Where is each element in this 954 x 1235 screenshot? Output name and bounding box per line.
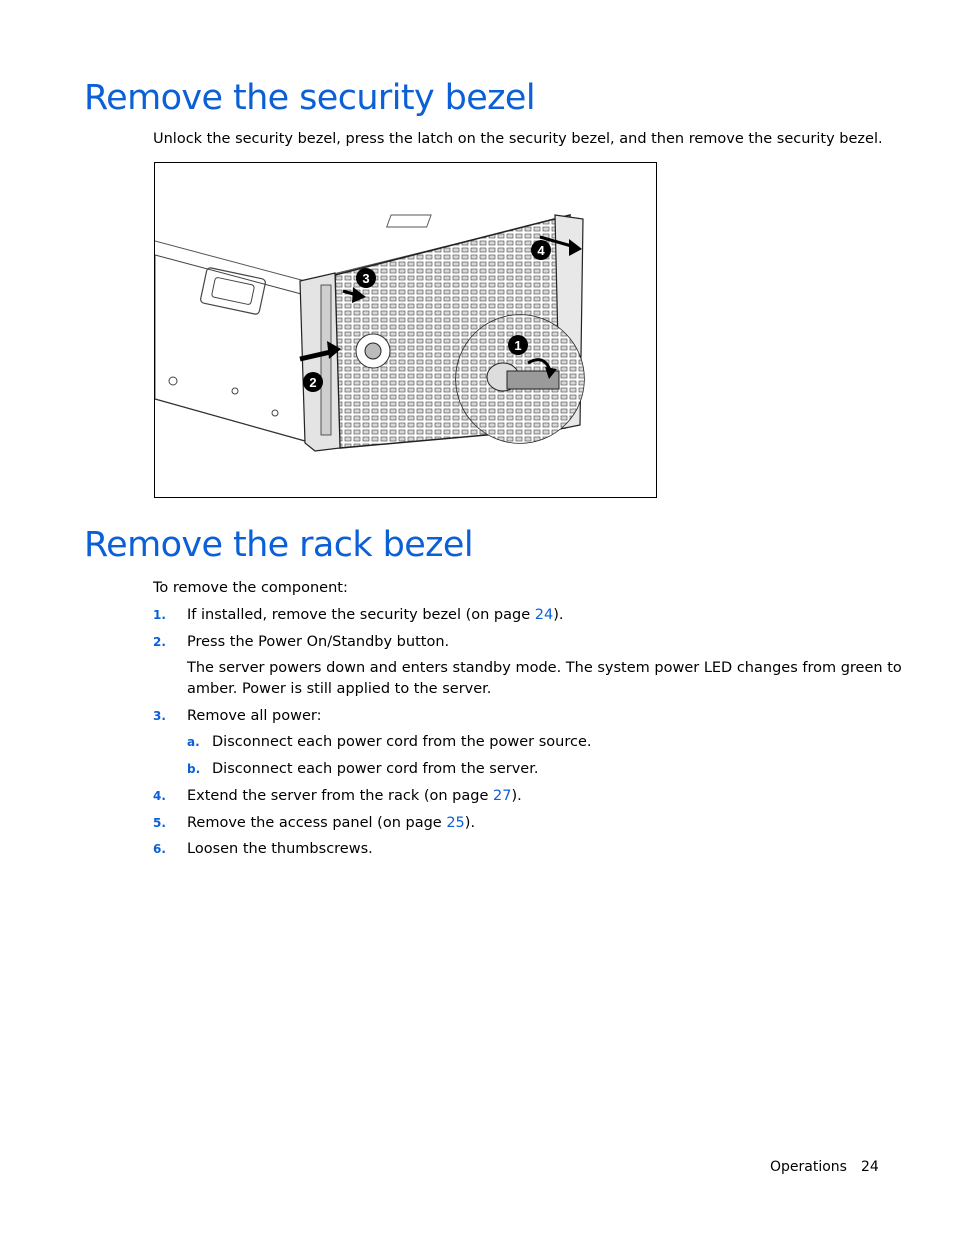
page-27-link[interactable]: 27 bbox=[493, 788, 512, 804]
rack-bezel-intro: To remove the component: bbox=[153, 580, 348, 596]
step-text: Remove the access panel (on page 25). bbox=[187, 815, 476, 831]
server-bezel-drawing bbox=[155, 163, 657, 498]
page-footer bbox=[770, 1159, 879, 1175]
section-heading-security-bezel: Remove the security bezel bbox=[84, 78, 535, 118]
callout-3 bbox=[356, 268, 376, 288]
security-bezel-illustration bbox=[154, 162, 657, 498]
callout-4 bbox=[531, 240, 551, 260]
step-number: 5. bbox=[153, 816, 166, 830]
page-25-link[interactable]: 25 bbox=[446, 815, 465, 831]
substep-letter: a. bbox=[187, 735, 200, 749]
substep-letter: b. bbox=[187, 762, 201, 776]
page-24-link[interactable]: 24 bbox=[534, 607, 554, 623]
substep-text: Disconnect each power cord from the server. bbox=[212, 761, 539, 777]
step-number: 1. bbox=[153, 608, 166, 622]
step-number: 6. bbox=[153, 842, 166, 856]
note-line: amber. Power is still applied to the server. bbox=[187, 681, 492, 697]
step-text: Remove all power: bbox=[187, 708, 322, 724]
step-text: If installed, remove the security bezel (on page 24). bbox=[187, 607, 564, 623]
step-text: Loosen the thumbscrews. bbox=[187, 841, 373, 857]
callout-4-label: 4 bbox=[537, 243, 545, 258]
substep-text: Disconnect each power cord from the power source. bbox=[212, 734, 592, 750]
step-number: 3. bbox=[153, 709, 166, 723]
callout-3-label: 3 bbox=[362, 271, 370, 286]
section-heading-rack-bezel: Remove the rack bezel bbox=[84, 525, 473, 565]
security-bezel-instructions: Unlock the security bezel, press the latch on the security bezel, and then remove the security bezel. bbox=[153, 131, 883, 147]
step-text: Press the Power On/Standby button. bbox=[187, 634, 450, 650]
step-number: 2. bbox=[153, 635, 166, 649]
callout-1-label: 1 bbox=[514, 338, 522, 353]
page-number: 24 bbox=[860, 1159, 879, 1175]
callout-1 bbox=[508, 335, 528, 355]
footer-section: Operations bbox=[770, 1159, 847, 1175]
step-number: 4. bbox=[153, 789, 166, 803]
note-line: The server powers down and enters standby mode. The system power LED changes from green to bbox=[187, 660, 902, 676]
callout-2 bbox=[303, 372, 323, 392]
callout-2-label: 2 bbox=[309, 375, 317, 390]
step-text: Extend the server from the rack (on page 27). bbox=[187, 788, 522, 804]
